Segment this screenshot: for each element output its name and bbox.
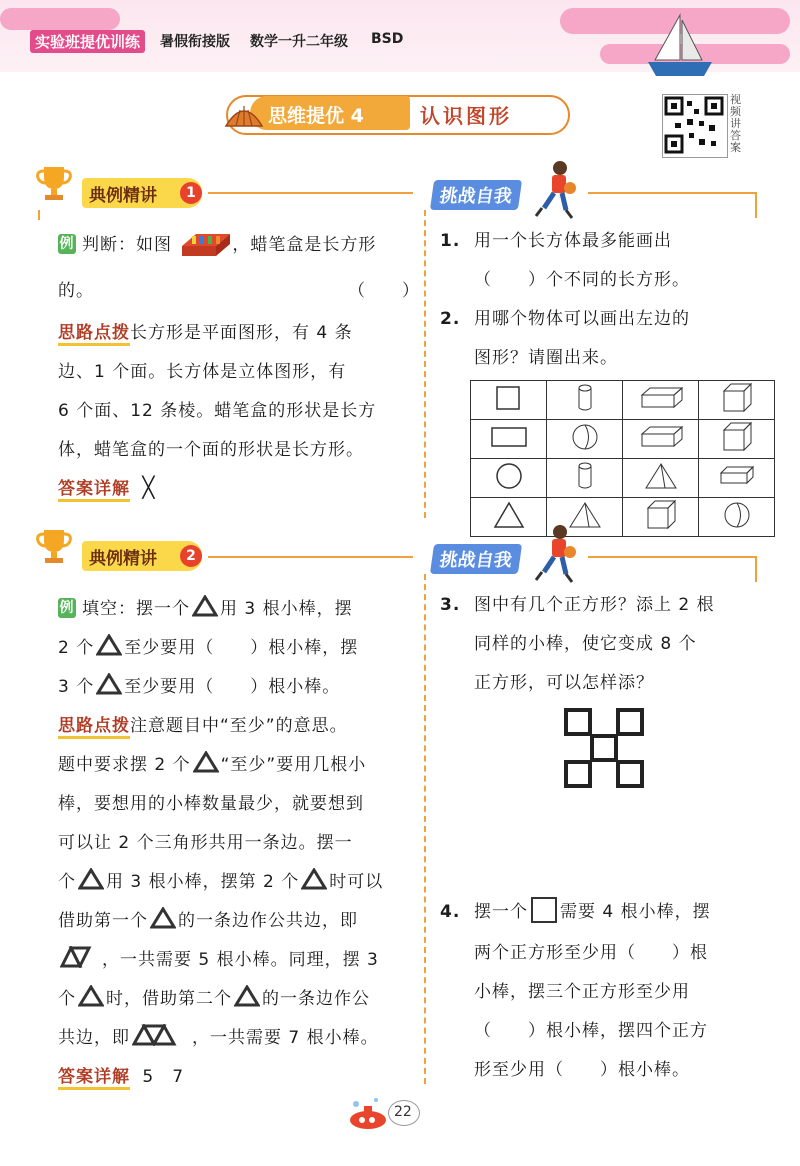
table-cell[interactable] [547, 420, 623, 459]
answer-value: 5 7 [142, 1067, 185, 1087]
answer-label: 答案详解 [58, 479, 130, 502]
hint-line: 棒，要想用的小棒数量最少，就要想到 [58, 794, 364, 814]
answer-block [58, 1058, 184, 1097]
trophy-icon [34, 526, 74, 566]
hint-block [58, 707, 348, 746]
triangle-icon [192, 595, 218, 617]
table-cell[interactable] [547, 459, 623, 498]
question-text: 判断：如图 [82, 235, 172, 255]
answer-value: ╳ [142, 475, 156, 499]
hint-line: 边、1 个面。长方体是立体图形，有 [58, 362, 347, 382]
column-divider [424, 210, 426, 518]
text: 个 [58, 989, 76, 1009]
hint-line: 长方形是平面图形，有 4 条 [130, 323, 353, 343]
section-rule [588, 192, 756, 194]
question-number: 4. [440, 902, 461, 922]
square-shape [494, 385, 524, 411]
crayon-box-image [178, 228, 232, 258]
text: 个 [58, 872, 76, 892]
hint-line: 注意题目中“至少”的意思。 [130, 716, 348, 736]
text: ，一共需要 7 根小棒。 [192, 1028, 379, 1048]
table-row [471, 420, 775, 459]
question-line [474, 893, 711, 932]
basketball-player-icon [530, 522, 580, 584]
text: 的一条边作公 [262, 989, 370, 1009]
hint-line [58, 1019, 379, 1058]
question-line: 图形？请圈出来。 [474, 348, 618, 368]
cube-shape [644, 499, 678, 531]
three-triangles-icon [132, 1024, 190, 1046]
question-number: 2. [440, 309, 461, 329]
example-number: 2 [180, 545, 202, 567]
example-label: 例 [59, 236, 75, 252]
hint-label: 思路点拨 [58, 716, 130, 739]
question-number: 1. [440, 231, 461, 251]
question-line: 小棒，摆三个正方形至少用 [474, 982, 690, 1002]
submarine-icon [346, 1094, 394, 1134]
page-number: 22 [394, 1104, 412, 1120]
code-label: BSD [371, 31, 404, 47]
triangle-icon [96, 634, 122, 656]
qr-code-icon [663, 95, 725, 155]
hint-line [58, 980, 370, 1019]
text: 的一条边作公共边，即 [178, 911, 358, 931]
answer-block [58, 468, 155, 509]
table-cell[interactable] [699, 459, 775, 498]
question-line: 同样的小棒，使它变成 8 个 [474, 634, 697, 654]
column-divider [424, 574, 426, 1084]
text: 3 个 [58, 677, 95, 697]
example2-line3 [58, 668, 340, 707]
table-cell[interactable] [623, 381, 699, 420]
example2-line2 [58, 629, 358, 668]
sphere-shape [570, 422, 600, 452]
challenge-badge: 挑战自我 [430, 180, 522, 210]
triangle-icon [193, 751, 219, 773]
question-line: （ ）根小棒，摆四个正方 [474, 1021, 708, 1041]
question-number: 3. [440, 595, 461, 615]
text: 至少要用（ ）根小棒。 [124, 677, 341, 697]
table-cell[interactable] [547, 381, 623, 420]
hint-line [58, 863, 383, 902]
cylinder-shape [570, 383, 600, 413]
table-row [471, 498, 775, 537]
table-cell [471, 459, 547, 498]
table-cell [471, 420, 547, 459]
hint-block [58, 314, 418, 353]
text: 需要 4 根小棒，摆 [560, 902, 711, 922]
question-line: （ ）个不同的长方形。 [474, 270, 690, 290]
triangle-icon [234, 985, 260, 1007]
section-bracket [755, 556, 757, 582]
hint-label: 思路点拨 [58, 323, 130, 346]
question-line: 用一个长方体最多能画出 [474, 231, 672, 251]
hint-line [58, 941, 379, 980]
triangle-icon [78, 985, 104, 1007]
trophy-icon [34, 163, 74, 203]
question-line: 两个正方形至少用（ ）根 [474, 943, 708, 963]
hint-line: 体，蜡笔盒的一个面的形状是长方形。 [58, 440, 364, 460]
table-row [471, 459, 775, 498]
series-title: 实验班提优训练 [30, 30, 145, 53]
example2-line1 [58, 590, 420, 629]
section-rule [588, 556, 756, 558]
pyramid-shape [643, 461, 679, 491]
table-cell[interactable] [699, 381, 775, 420]
example1-question [58, 226, 418, 265]
rectangle-shape [489, 424, 529, 450]
section-rule [208, 192, 413, 194]
section-bracket [755, 192, 757, 218]
matchstick-squares-figure [562, 706, 646, 790]
sphere-shape [722, 500, 752, 530]
cube-shape [720, 421, 754, 453]
grade-label: 数学一升二年级 [250, 34, 348, 50]
header-cloud [0, 8, 120, 30]
answer-bracket[interactable]: （ ） [348, 281, 420, 301]
example-label: 例 [59, 600, 75, 616]
hint-line: 可以让 2 个三角形共用一条边。摆一 [58, 833, 353, 853]
question-text-end: 的。 [58, 281, 94, 301]
hint-line [58, 746, 366, 785]
circle-shape [494, 461, 524, 491]
table-cell[interactable] [623, 498, 699, 537]
text: 时可以 [329, 872, 384, 892]
challenge-badge: 挑战自我 [430, 544, 522, 574]
example-number: 1 [180, 182, 202, 204]
example-badge-label: 典例精讲 [89, 549, 157, 569]
question-line: 形至少用（ ）根小棒。 [474, 1060, 690, 1080]
sailboat-icon [640, 10, 720, 80]
hint-line: 6 个面、12 条棱。蜡笔盒的形状是长方 [58, 401, 377, 421]
shape-table [470, 380, 775, 537]
triangle-icon [78, 868, 104, 890]
text: 摆一个 [474, 902, 528, 922]
triangle-icon [96, 673, 122, 695]
example-badge-label: 典例精讲 [89, 186, 157, 206]
question-line: 正方形，可以怎样添？ [474, 673, 654, 693]
shell-icon [222, 96, 266, 132]
answer-label: 答案详解 [58, 1067, 130, 1090]
text: 时，借助第二个 [106, 989, 232, 1009]
text: ，一共需要 5 根小棒。同理，摆 3 [102, 950, 379, 970]
flat-box-shape [717, 464, 757, 488]
table-cell [471, 381, 547, 420]
basketball-player-icon [530, 158, 580, 220]
text: 至少要用（ ）根小棒，摆 [124, 638, 359, 658]
text: 填空：摆一个 [82, 599, 190, 619]
text: 题中要求摆 2 个 [58, 755, 191, 775]
text: 借助第一个 [58, 911, 148, 931]
qr-caption: 视频讲答案 [730, 93, 741, 154]
cylinder-shape [570, 461, 600, 491]
section-bracket [38, 210, 40, 220]
question-line: 用哪个物体可以画出左边的 [474, 309, 690, 329]
text: “至少”要用几根小 [220, 755, 367, 775]
section-rule [208, 556, 413, 558]
question-text-cont: ，蜡笔盒是长方形 [232, 235, 377, 255]
text: 共边，即 [58, 1028, 130, 1048]
flat-box-shape [638, 385, 684, 411]
flat-box-shape [638, 424, 684, 450]
qr-code[interactable] [662, 94, 728, 158]
square-icon [531, 897, 557, 923]
text: 用 3 根小棒，摆 [220, 599, 353, 619]
triangle-icon [301, 868, 327, 890]
hint-line [58, 902, 358, 941]
triangle-shape [492, 500, 526, 530]
question-line: 图中有几个正方形？添上 2 根 [474, 595, 715, 615]
edition-label: 暑假衔接版 [160, 34, 230, 50]
cube-shape [720, 382, 754, 414]
text: 2 个 [58, 638, 95, 658]
triangle-icon [150, 907, 176, 929]
table-cell[interactable] [699, 420, 775, 459]
page-subtitle: 认识图形 [420, 104, 512, 128]
text: 用 3 根小棒，摆第 2 个 [106, 872, 300, 892]
table-cell[interactable] [699, 498, 775, 537]
table-cell[interactable] [623, 420, 699, 459]
page-title: 思维提优 4 [268, 105, 364, 127]
table-row [471, 381, 775, 420]
two-triangles-icon [60, 946, 100, 968]
table-cell[interactable] [623, 459, 699, 498]
